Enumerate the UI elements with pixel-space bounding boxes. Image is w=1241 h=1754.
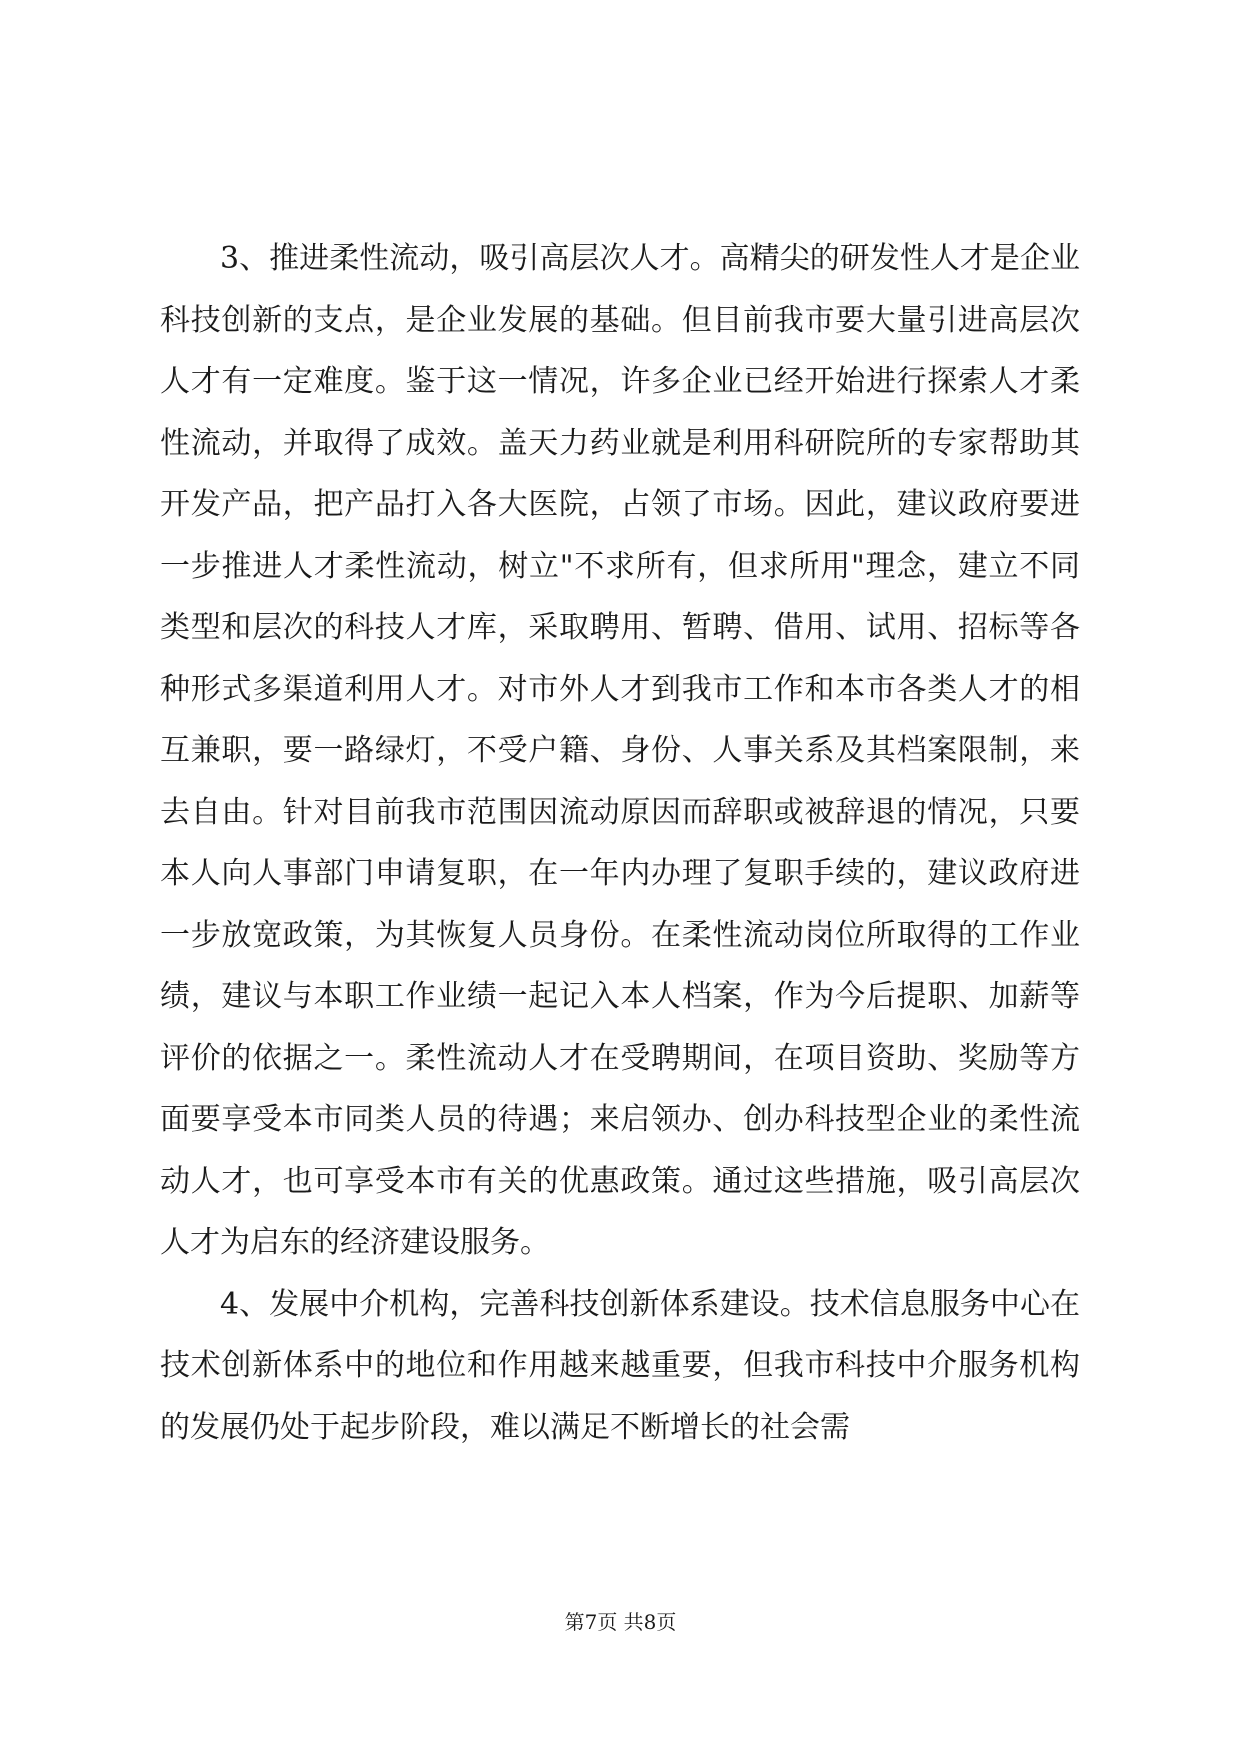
paragraph-4: 4、发展中介机构，完善科技创新体系建设。技术信息服务中心在技术创新体系中的地位和作用越来越重要，但我市科技中介服务机构的发展仍处于起步阶段，难以满足不断增长的社会需 xyxy=(160,1286,1080,1445)
paragraph-3: 3、推进柔性流动，吸引高层次人才。高精尖的研发性人才是企业科技创新的支点，是企业发展的基础。但目前我市要大量引进高层次人才有一定难度。鉴于这一情况，许多企业已经开始进行探索人才柔性流动，并取得了成效。盖天力药业就是利用科研院所的专家帮助其开发产品，把产品打入各大医院，占领了市场。因此，建议政府要进一步推进人才柔性流动，树立"不求所有，但求所用"理念，建立不同类型和层次的科技人才库，采取聘用、暂聘、借用、试用、招标等各种形式多渠道利用人才。对市外人才到我市工作和本市各类人才的相互兼职，要一路绿灯，不受户籍、身份、人事关系及其档案限制，来去自由。针对目前我市范围因流动原因而辞职或被辞退的情况，只要本人向人事部门申请复职，在一年内办理了复职手续的，建议政府进一步放宽政策，为其恢复人员身份。在柔性流动岗位所取得的工作业绩，建议与本职工作业绩一起记入本人档案，作为今后提职、加薪等评价的依据之一。柔性流动人才在受聘期间，在项目资助、奖励等方面要享受本市同类人员的待遇；来启领办、创办科技型企业的柔性流动人才，也可享受本市有关的优惠政策。通过这些措施，吸引高层次人才为启东的经济建设服务。 xyxy=(160,241,1080,1260)
document-body xyxy=(160,228,1080,1458)
page-footer: 第7页 共8页 xyxy=(564,1610,677,1634)
